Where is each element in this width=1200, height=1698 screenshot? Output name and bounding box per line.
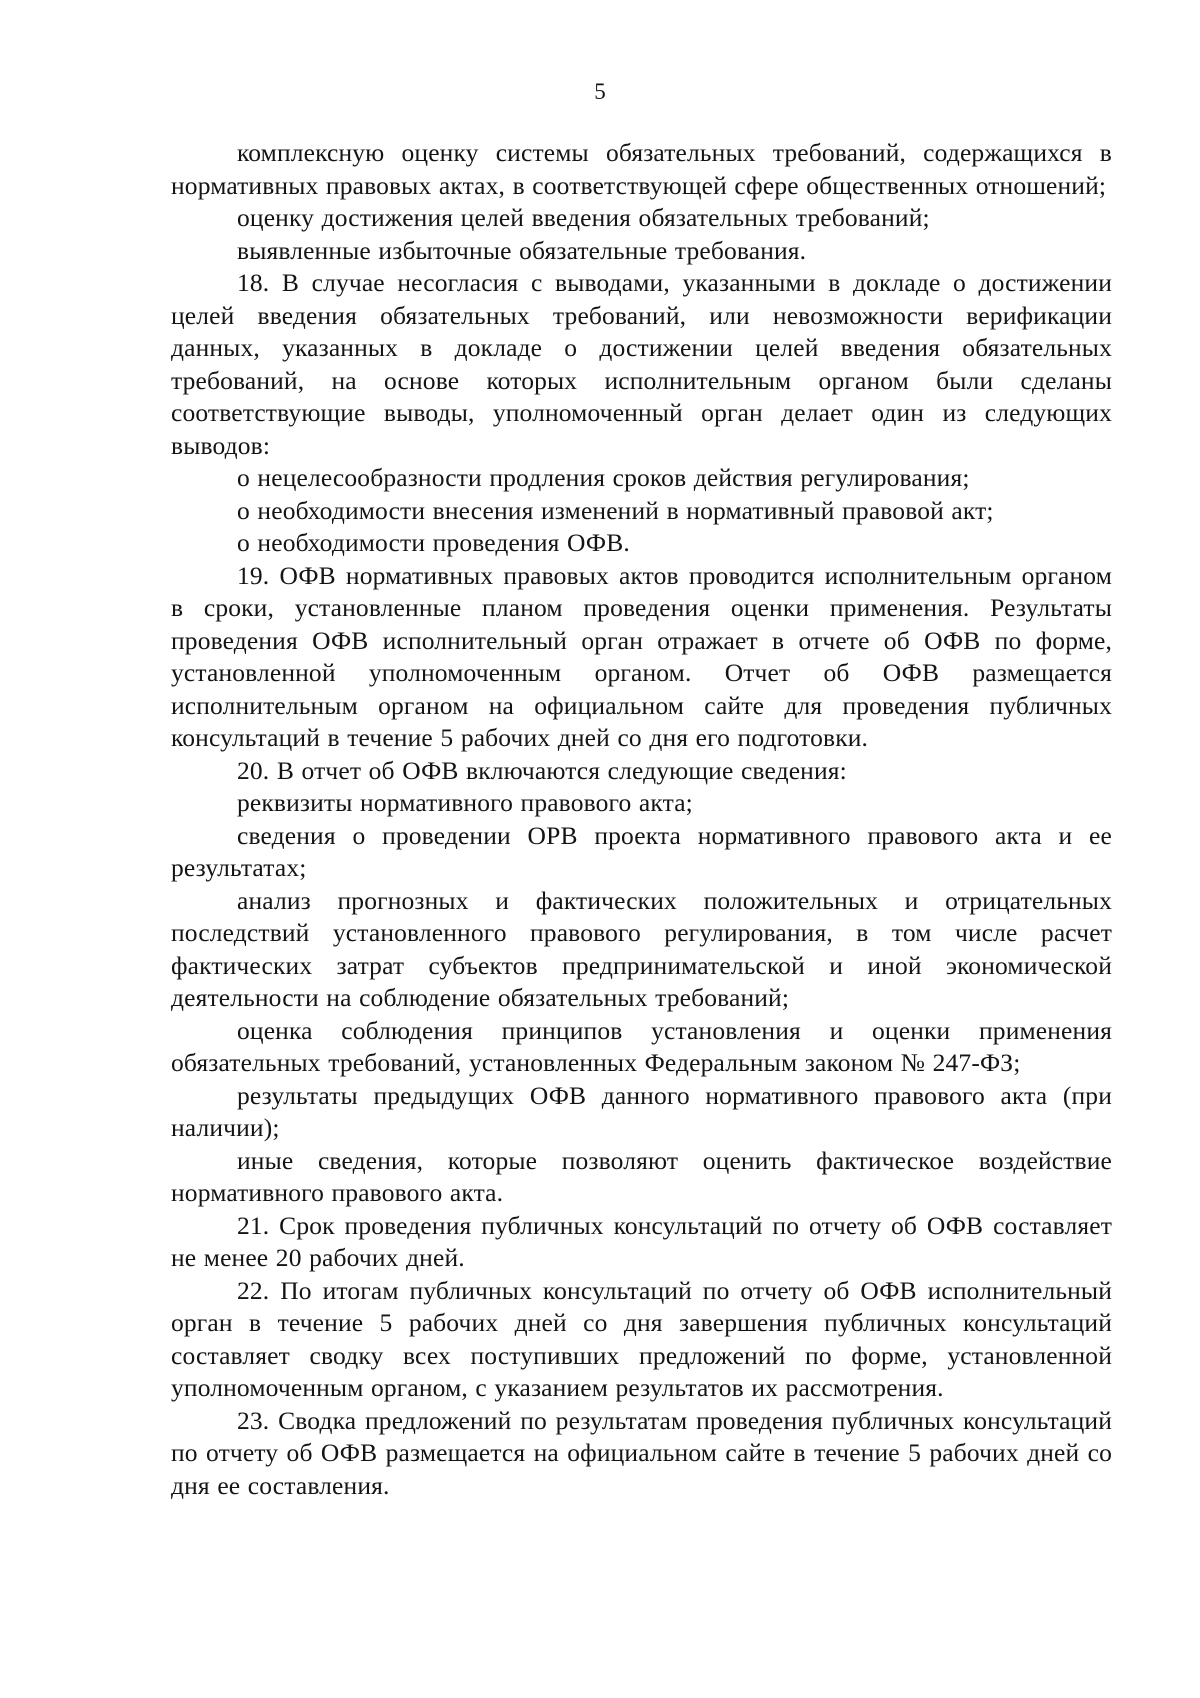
- paragraph-item-18: 18. В случае несогласия с выводами, указанными в докладе о достижении целей введения обязательных требований, или невозможности верификации данных, указанных в докладе о достижении целей введения обязательных требований, на основе которых исполнительным органом были сделаны соответствующие выводы, уполномоченный орган делает один из следующих выводов:: [171, 268, 1112, 460]
- paragraph-item-20: 20. В отчет об ОФВ включаются следующие сведения:: [237, 755, 847, 785]
- paragraph-excess-requirements: выявленные избыточные обязательные требования.: [237, 235, 807, 265]
- paragraph-conclusion-1: о нецелесообразности продления сроков действия регулирования;: [237, 463, 970, 492]
- paragraph-report-requisites: реквизиты нормативного правового акта;: [237, 788, 693, 817]
- paragraph-item-22: 22. По итогам публичных консультаций по отчету об ОФВ исполнительный орган в течение 5 рабочих дней со дня завершения публичных консультаций составляет сводку всех поступивших предложений по форме, установленной уполномоченным органом, с указанием результатов их рассмотрения.: [171, 1275, 1112, 1402]
- paragraph-continuation: комплексную оценку системы обязательных требований, содержащихся в нормативных правовых актах, в соответствующей сфере общественных отношений;: [171, 138, 1112, 200]
- paragraph-report-principles: оценка соблюдения принципов установления и оценки применения обязательных требований, установленных Федеральным законом № 247-ФЗ;: [171, 1015, 1112, 1077]
- paragraph-report-orv: сведения о проведении ОРВ проекта нормативного правового акта и ее результатах;: [171, 820, 1112, 882]
- paragraph-item-19: 19. ОФВ нормативных правовых актов проводится исполнительным органом в сроки, установленные планом проведения оценки применения. Результаты проведения ОФВ исполнительный орган отражает в отчете об ОФВ по форме, установленной уполномоченным органом. Отчет об ОФВ размещается исполнительным органом на официальном сайте для проведения публичных консультаций в течение 5 рабочих дней со дня его подготовки.: [171, 560, 1112, 752]
- paragraph-goal-assessment: оценку достижения целей введения обязательных требований;: [237, 203, 930, 232]
- paragraph-report-analysis: анализ прогнозных и фактических положительных и отрицательных последствий установленного правового регулирования, в том числе расчет фактических затрат субъектов предпринимательской и иной экономической деятельности на соблюдение обязательных требований;: [171, 885, 1112, 1012]
- body-text: [171, 137, 1112, 1502]
- paragraph-conclusion-2: о необходимости внесения изменений в нормативный правовой акт;: [237, 495, 994, 525]
- paragraph-report-previous: результаты предыдущих ОФВ данного нормативного правового акта (при наличии);: [171, 1080, 1112, 1142]
- paragraph-conclusion-3: о необходимости проведения ОФВ.: [237, 528, 630, 557]
- page-number: 5: [594, 79, 606, 104]
- paragraph-report-other: иные сведения, которые позволяют оценить фактическое воздействие нормативного правового акта.: [171, 1145, 1112, 1207]
- paragraph-item-23: 23. Сводка предложений по результатам проведения публичных консультаций по отчету об ОФВ размещается на официальном сайте в течение 5 рабочих дней со дня ее составления.: [171, 1405, 1112, 1500]
- paragraph-item-21: 21. Срок проведения публичных консультаций по отчету об ОФВ составляет не менее 20 рабочих дней.: [171, 1210, 1112, 1272]
